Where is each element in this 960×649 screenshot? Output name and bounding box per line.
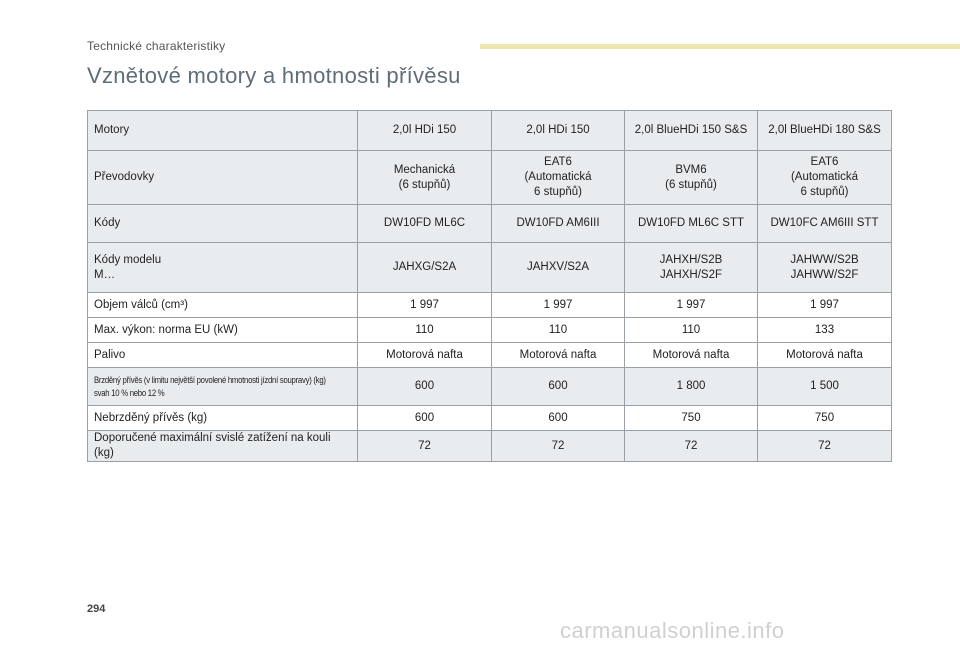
cell-line: JAHXH/S2F bbox=[660, 268, 722, 281]
table-cell bbox=[625, 243, 758, 293]
row-label bbox=[88, 111, 358, 151]
table-cell bbox=[492, 431, 625, 462]
row-label-line: Nebrzděný přívěs (kg) bbox=[94, 411, 208, 424]
table-cell bbox=[758, 431, 892, 462]
cell-line: DW10FD AM6III bbox=[516, 217, 600, 229]
table-cell bbox=[625, 151, 758, 205]
table-row bbox=[88, 293, 892, 318]
cell-line: 1 800 bbox=[676, 380, 706, 392]
cell-line: 600 bbox=[414, 380, 435, 392]
cell-line: 110 bbox=[681, 323, 701, 336]
cell-line: 2,0l BlueHDi 150 S&S bbox=[634, 124, 748, 136]
cell-line: 1 500 bbox=[810, 380, 839, 392]
cell-line: 750 bbox=[814, 411, 835, 424]
row-label-line: Kódy modelu bbox=[94, 253, 162, 266]
table-cell bbox=[358, 293, 492, 318]
row-label bbox=[88, 343, 358, 368]
cell-line: JAHWW/S2B bbox=[790, 253, 859, 266]
table-cell bbox=[358, 205, 492, 243]
row-label bbox=[88, 293, 358, 318]
cell-line: (6 stupňů) bbox=[665, 178, 717, 191]
table-row bbox=[88, 111, 892, 151]
table-row bbox=[88, 368, 892, 406]
row-label-line: Objem válců (cm³) bbox=[94, 298, 188, 311]
table-cell bbox=[492, 406, 625, 431]
row-label bbox=[88, 205, 358, 243]
cell-line: (6 stupňů) bbox=[398, 178, 451, 191]
table-row bbox=[88, 151, 892, 205]
row-label-line: Palivo bbox=[94, 348, 126, 361]
table-cell bbox=[758, 243, 892, 293]
row-label-line: Kódy bbox=[94, 217, 121, 229]
row-label-line: Brzděný přívěs (v limitu největší povolené hmotnosti jízdní soupravy) (kg) bbox=[94, 374, 326, 385]
table-cell bbox=[358, 243, 492, 293]
row-label-line: Motory bbox=[94, 124, 130, 136]
section-label: Technické charakteristiky bbox=[87, 39, 226, 53]
table-cell bbox=[758, 205, 892, 243]
cell-line: JAHXV/S2A bbox=[527, 261, 589, 273]
cell-line: Motorová nafta bbox=[519, 348, 597, 361]
cell-line: Motorová nafta bbox=[786, 348, 863, 361]
row-label bbox=[88, 368, 358, 406]
cell-line: 72 bbox=[551, 439, 565, 452]
cell-line: EAT6 bbox=[810, 156, 839, 168]
table-cell bbox=[625, 406, 758, 431]
page-title: Vznětové motory a hmotnosti přívěsu bbox=[87, 63, 461, 88]
table-cell bbox=[492, 343, 625, 368]
table-cell bbox=[758, 151, 892, 205]
table-cell bbox=[492, 318, 625, 343]
table-cell bbox=[492, 293, 625, 318]
cell-line: 2,0l HDi 150 bbox=[526, 124, 590, 136]
cell-line: 6 stupňů) bbox=[800, 186, 849, 198]
row-label-line: Převodovky bbox=[94, 171, 155, 183]
watermark: carmanualsonline.info bbox=[560, 618, 785, 643]
cell-line: Motorová nafta bbox=[386, 348, 463, 361]
cell-line: EAT6 bbox=[544, 156, 572, 168]
row-label bbox=[88, 406, 358, 431]
cell-line: 1 997 bbox=[410, 298, 439, 311]
table-row bbox=[88, 406, 892, 431]
cell-line: 72 bbox=[818, 439, 831, 452]
row-label bbox=[88, 243, 358, 293]
row-label-line: Max. výkon: norma EU (kW) bbox=[94, 323, 238, 336]
cell-line: JAHXG/S2A bbox=[392, 261, 457, 273]
table-cell bbox=[758, 318, 892, 343]
table-cell bbox=[758, 368, 892, 406]
cell-line: JAHXH/S2B bbox=[659, 253, 723, 266]
cell-line: (Automatická bbox=[524, 171, 592, 183]
section-bar bbox=[480, 44, 960, 49]
table-cell bbox=[358, 111, 492, 151]
cell-line: 133 bbox=[814, 323, 835, 336]
cell-line: DW10FC AM6III STT bbox=[770, 217, 879, 229]
table-cell bbox=[625, 293, 758, 318]
table-cell bbox=[625, 343, 758, 368]
table-cell bbox=[492, 205, 625, 243]
table-cell bbox=[625, 205, 758, 243]
cell-line: 72 bbox=[418, 439, 431, 452]
cell-line: 110 bbox=[548, 323, 568, 336]
cell-line: DW10FD ML6C bbox=[383, 217, 466, 229]
table-cell bbox=[625, 431, 758, 462]
table-cell bbox=[358, 318, 492, 343]
table-row bbox=[88, 343, 892, 368]
specifications-table bbox=[87, 110, 892, 462]
row-label bbox=[88, 151, 358, 205]
table-row bbox=[88, 243, 892, 293]
table-cell bbox=[492, 151, 625, 205]
table-cell bbox=[492, 243, 625, 293]
table-row bbox=[88, 205, 892, 243]
table-cell bbox=[492, 111, 625, 151]
table-cell bbox=[358, 151, 492, 205]
table-cell bbox=[358, 368, 492, 406]
table-cell bbox=[358, 431, 492, 462]
cell-line: JAHWW/S2F bbox=[790, 268, 859, 281]
page-number: 294 bbox=[87, 603, 106, 615]
cell-line: 6 stupňů) bbox=[534, 186, 582, 198]
table-cell bbox=[358, 343, 492, 368]
cell-line: 750 bbox=[681, 411, 701, 424]
table-cell bbox=[358, 406, 492, 431]
table-cell bbox=[625, 368, 758, 406]
row-label bbox=[88, 431, 358, 462]
cell-line: 1 997 bbox=[543, 298, 573, 311]
cell-line: 2,0l HDi 150 bbox=[392, 124, 457, 136]
table-cell bbox=[492, 368, 625, 406]
cell-line: Mechanická bbox=[393, 163, 456, 176]
table-cell bbox=[758, 406, 892, 431]
row-label-line: M… bbox=[94, 268, 116, 281]
table-cell bbox=[758, 293, 892, 318]
cell-line: 2,0l BlueHDi 180 S&S bbox=[768, 124, 881, 136]
cell-line: 600 bbox=[548, 411, 568, 424]
table-row bbox=[88, 318, 892, 343]
row-label-line: Doporučené maximální svislé zatížení na kouli (kg) bbox=[94, 432, 331, 459]
table-cell bbox=[625, 111, 758, 151]
table-row bbox=[88, 431, 892, 462]
cell-line: BVM6 bbox=[675, 163, 707, 176]
row-label-line: svah 10 % nebo 12 % bbox=[94, 387, 165, 398]
cell-line: 600 bbox=[414, 411, 435, 424]
cell-line: 600 bbox=[548, 380, 568, 392]
table-cell bbox=[758, 343, 892, 368]
cell-line: (Automatická bbox=[790, 171, 859, 183]
table-cell bbox=[758, 111, 892, 151]
cell-line: 1 997 bbox=[676, 298, 706, 311]
table-cell bbox=[625, 318, 758, 343]
cell-line: DW10FD ML6C STT bbox=[637, 217, 745, 229]
cell-line: Motorová nafta bbox=[652, 348, 730, 361]
cell-line: 72 bbox=[684, 439, 698, 452]
cell-line: 1 997 bbox=[810, 298, 839, 311]
row-label bbox=[88, 318, 358, 343]
cell-line: 110 bbox=[415, 323, 434, 336]
